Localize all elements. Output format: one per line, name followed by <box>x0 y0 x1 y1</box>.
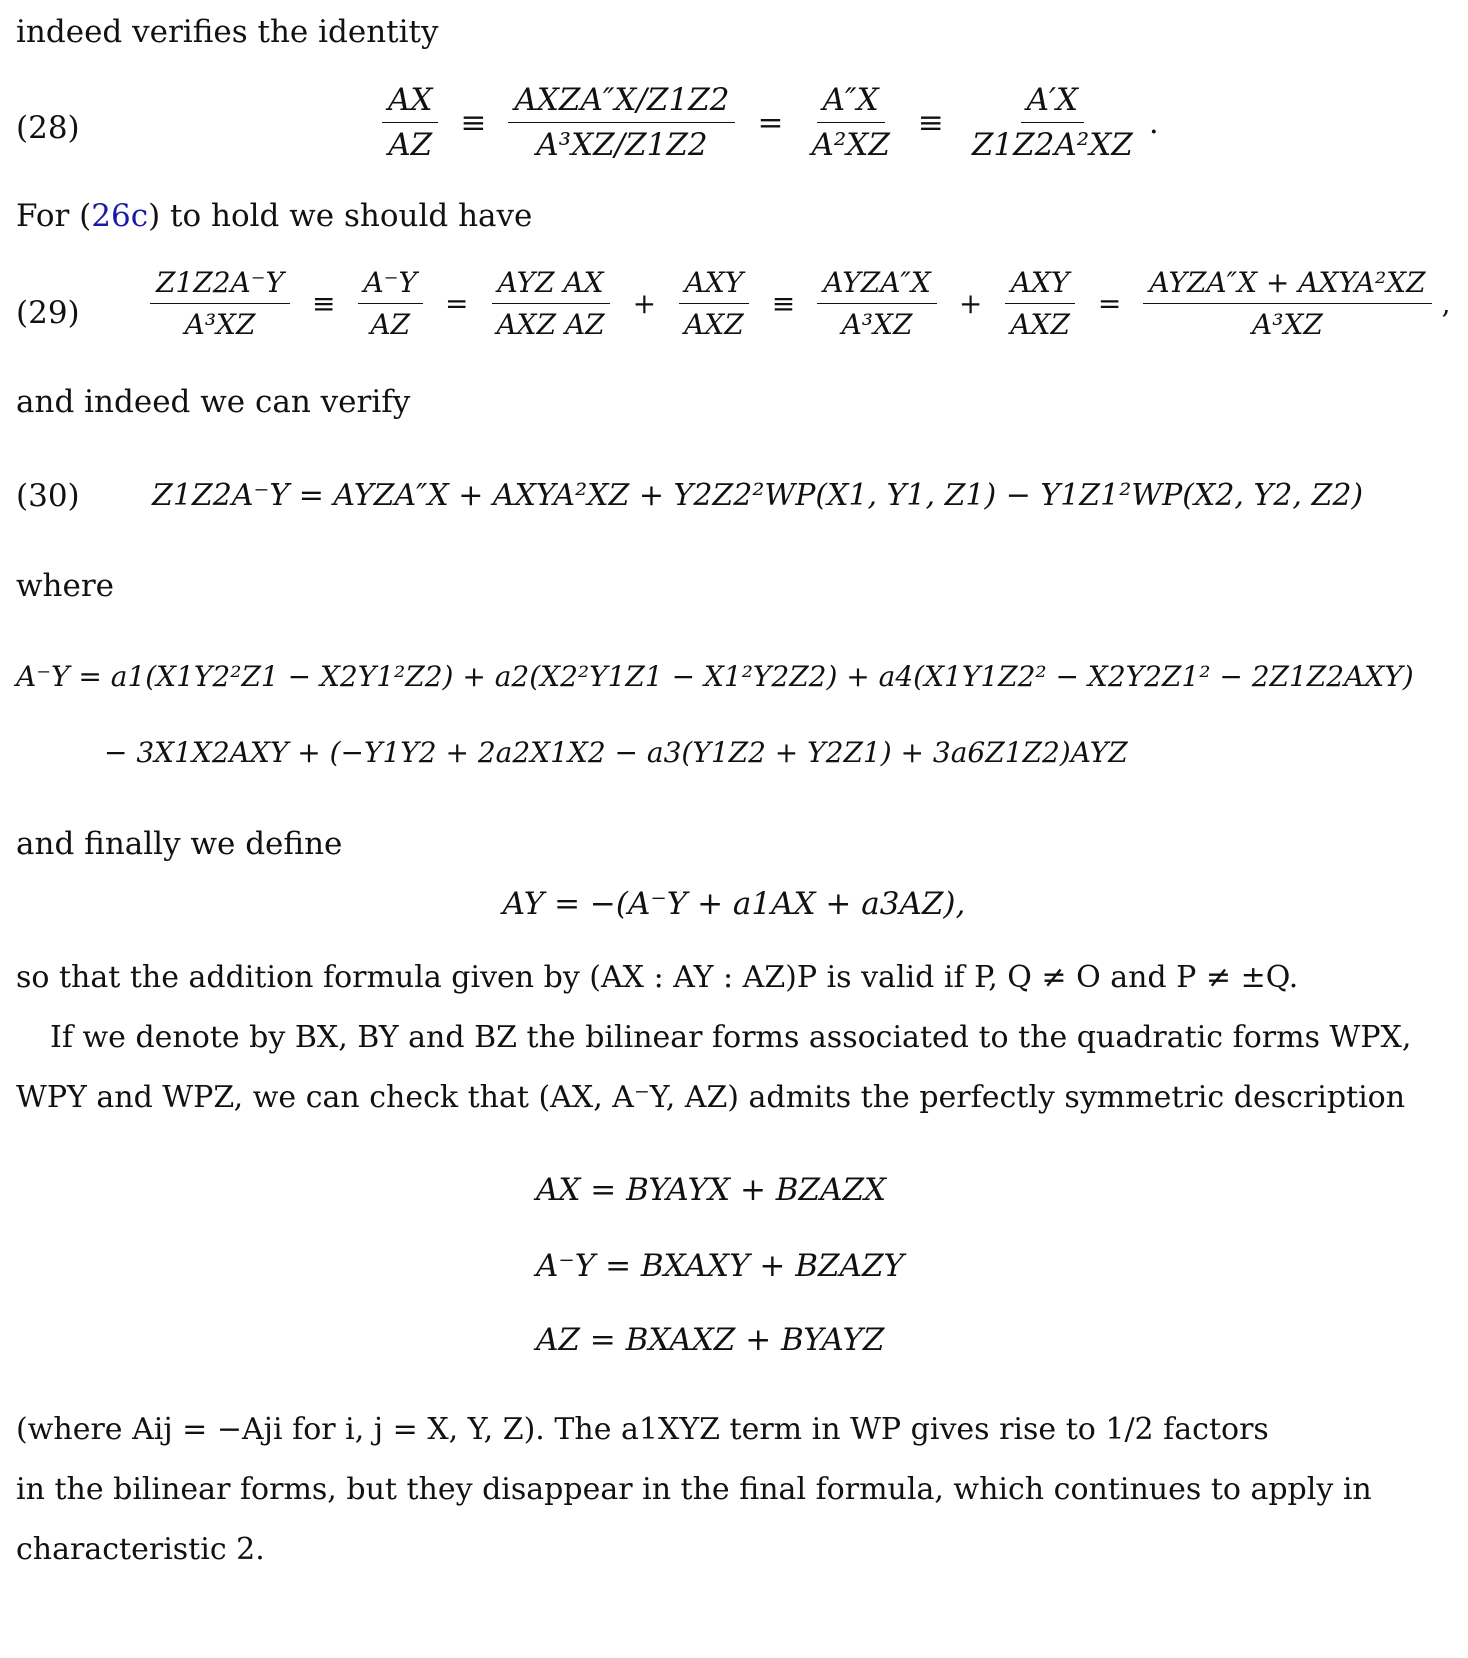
punctuation-comma: , <box>1441 287 1451 320</box>
fraction-numerator: AX <box>382 82 438 123</box>
fraction-denominator: AXZ AZ <box>496 308 605 341</box>
operator-plus: + <box>958 287 983 320</box>
equation-number-30: (30) <box>16 478 80 514</box>
equation-30: Z1Z2A⁻Y = AYZA″X + AXYA²XZ + Y2Z2²WP(X1, Y1, Z1) − Y1Z1²WP(X2, Y2, Z2) <box>152 478 1364 513</box>
fraction-denominator: A³XZ <box>841 308 913 341</box>
fraction-numerator: A′X <box>1021 82 1085 123</box>
fraction-denominator: A³XZ <box>184 308 256 341</box>
fraction-denominator: AZ <box>388 127 433 163</box>
fraction-numerator: AXY <box>679 266 750 304</box>
operator-equiv: ≡ <box>312 287 336 320</box>
fraction-numerator: Z1Z2A⁻Y <box>150 266 290 304</box>
text-line-bilinear-forms: in the bilinear forms, but they disappear in the final formula, which continues to apply in <box>16 1472 1372 1507</box>
equation-29 <box>140 266 1450 341</box>
equation-define-a-y: AY = −(A⁻Y + a1AX + a3AZ), <box>502 886 966 922</box>
text-fragment: ) to hold we should have <box>148 198 533 234</box>
fraction-denominator: A²XZ <box>811 127 890 163</box>
text-line-where: where <box>16 568 115 604</box>
fraction-4 <box>678 266 750 341</box>
text-line-finally: and finally we define <box>16 826 343 862</box>
fraction-3 <box>490 266 610 341</box>
text-fragment: For ( <box>16 198 92 234</box>
fraction-1 <box>150 266 290 341</box>
operator-equals: = <box>444 287 469 320</box>
fraction-5 <box>817 266 937 341</box>
equation-reference-link[interactable]: 26c <box>91 198 149 234</box>
equation-a-y-minus-line-2: − 3X1X2AXY + (−Y1Y2 + 2a2X1X2 − a3(Y1Z2 + Y2Z1) + 3a6Z1Z2)AYZ <box>104 736 1128 769</box>
operator-equiv: ≡ <box>460 104 487 141</box>
fraction-2 <box>358 266 423 341</box>
operator-equiv: ≡ <box>771 287 796 320</box>
equation-number-28: (28) <box>16 110 80 146</box>
fraction-denominator: AZ <box>370 308 411 341</box>
fraction-numerator: AYZA″X <box>817 266 937 304</box>
fraction-2 <box>508 82 735 163</box>
fraction-denominator: Z1Z2A²XZ <box>971 127 1133 163</box>
text-line-where-aij: (where Aij = −Aji for i, j = X, Y, Z). The a1XYZ term in WP gives rise to 1/2 factors <box>16 1412 1269 1447</box>
fraction-7 <box>1143 266 1431 341</box>
fraction-denominator: AXZ <box>684 308 744 341</box>
fraction-denominator: AXZ <box>1010 308 1070 341</box>
operator-equals: = <box>757 104 784 141</box>
operator-plus: + <box>632 287 657 320</box>
text-line-bilinear-1: If we denote by BX, BY and BZ the bilinear forms associated to the quadratic forms WPX, <box>50 1020 1412 1055</box>
fraction-denominator: A³XZ <box>1252 308 1323 341</box>
equation-system-line-2: A⁻Y = BXAXY + BZAZY <box>536 1248 904 1284</box>
fraction-3 <box>805 82 895 163</box>
punctuation-period: . <box>1148 104 1159 141</box>
operator-equals: = <box>1097 287 1122 320</box>
text-line-addition-formula: so that the addition formula given by (AX : AY : AZ)P is valid if P, Q ≠ O and P ≠ ±Q. <box>16 960 1299 995</box>
text-line-for-26c <box>16 198 532 234</box>
fraction-numerator: AXY <box>1005 266 1076 304</box>
equation-system-line-3: AZ = BXAXZ + BYAYZ <box>536 1322 885 1358</box>
text-line-verify: and indeed we can verify <box>16 384 411 420</box>
fraction-ax-az <box>382 82 438 163</box>
fraction-numerator: AYZA″X + AXYA²XZ <box>1143 266 1431 304</box>
fraction-numerator: AXZA″X/Z1Z2 <box>508 82 735 123</box>
operator-equiv: ≡ <box>917 104 944 141</box>
text-line-intro: indeed verifies the identity <box>16 14 439 50</box>
fraction-numerator: A″X <box>817 82 885 123</box>
text-line-bilinear-2: WPY and WPZ, we can check that (AX, A⁻Y, AZ) admits the perfectly symmetric description <box>16 1080 1406 1115</box>
fraction-numerator: A⁻Y <box>358 266 423 304</box>
equation-number-29: (29) <box>16 295 80 331</box>
text-line-characteristic: characteristic 2. <box>16 1532 265 1567</box>
fraction-denominator: A³XZ/Z1Z2 <box>536 127 708 163</box>
equation-a-y-minus-line-1: A⁻Y = a1(X1Y2²Z1 − X2Y1²Z2) + a2(X2²Y1Z1 − X1²Y2Z2) + a4(X1Y1Z2² − X2Y2Z1² − 2Z1Z2AXY) <box>16 660 1414 693</box>
fraction-6 <box>1004 266 1076 341</box>
equation-system-line-1: AX = BYAYX + BZAZX <box>536 1172 887 1208</box>
fraction-4 <box>966 82 1139 163</box>
fraction-numerator: AYZ AX <box>492 266 610 304</box>
equation-28 <box>372 82 1159 163</box>
